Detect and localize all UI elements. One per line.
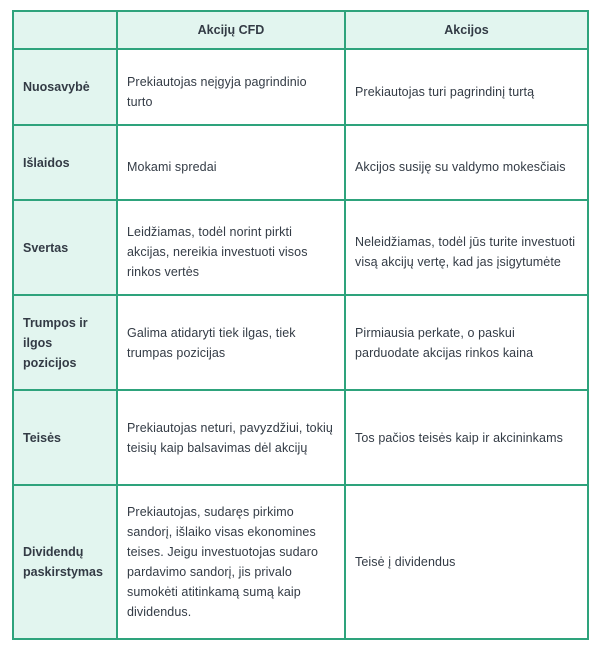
table-row-leverage <box>13 200 588 295</box>
row-label-costs: Išlaidos <box>13 125 117 200</box>
row-label-ownership: Nuosavybė <box>13 49 117 125</box>
header-cfd: Akcijų CFD <box>117 11 345 49</box>
table-row-dividends <box>13 485 588 639</box>
cell-stocks-dividends: Teisė į dividendus <box>345 485 588 639</box>
header-stocks: Akcijos <box>345 11 588 49</box>
cell-stocks-rights: Tos pačios teisės kaip ir akcininkams <box>345 390 588 485</box>
table-row-rights <box>13 390 588 485</box>
row-label-rights: Teisės <box>13 390 117 485</box>
table-row-positions <box>13 295 588 390</box>
row-label-positions: Trumpos ir ilgos pozicijos <box>13 295 117 390</box>
table-row-costs <box>13 125 588 200</box>
comparison-table-container <box>12 10 587 640</box>
cell-stocks-positions: Pirmiausia perkate, o paskui parduodate akcijas rinkos kaina <box>345 295 588 390</box>
row-label-leverage: Svertas <box>13 200 117 295</box>
cfd-vs-stocks-comparison-table <box>12 10 589 640</box>
cell-stocks-ownership: Prekiautojas turi pagrindinį turtą <box>345 49 588 125</box>
cell-cfd-dividends: Prekiautojas, sudaręs pirkimo sandorį, išlaiko visas ekonomines teises. Jeigu investuotojas sudaro pardavimo sandorį, jis privalo sumokėti atitinkamą sumą kaip dividendus. <box>117 485 345 639</box>
row-label-dividends: Dividendų paskirstymas <box>13 485 117 639</box>
cell-cfd-rights: Prekiautojas neturi, pavyzdžiui, tokių teisių kaip balsavimas dėl akcijų <box>117 390 345 485</box>
table-header-row <box>13 11 588 49</box>
cell-cfd-positions: Galima atidaryti tiek ilgas, tiek trumpas pozicijas <box>117 295 345 390</box>
cell-cfd-leverage: Leidžiamas, todėl norint pirkti akcijas, nereikia investuoti visos rinkos vertės <box>117 200 345 295</box>
cell-cfd-ownership: Prekiautojas neįgyja pagrindinio turto <box>117 49 345 125</box>
header-empty-cell <box>13 11 117 49</box>
cell-stocks-costs: Akcijos susiję su valdymo mokesčiais <box>345 125 588 200</box>
table-row-ownership <box>13 49 588 125</box>
cell-stocks-leverage: Neleidžiamas, todėl jūs turite investuoti visą akcijų vertę, kad jas įsigytumėte <box>345 200 588 295</box>
cell-cfd-costs: Mokami spredai <box>117 125 345 200</box>
